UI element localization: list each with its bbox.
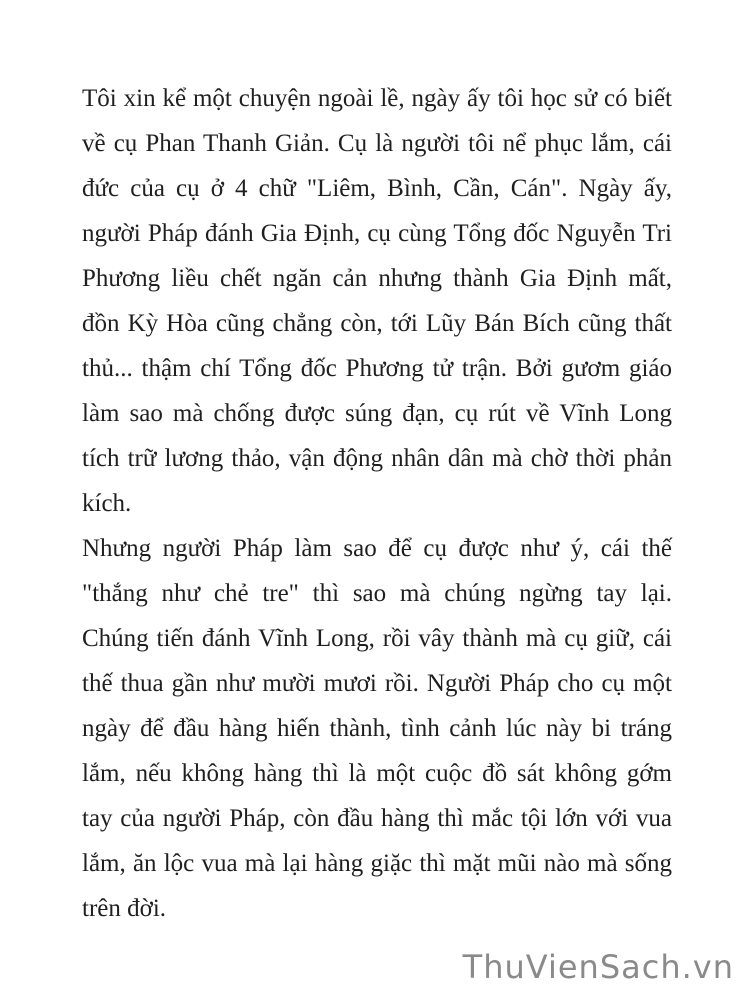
text-line: thủ... thậm chí Tổng đốc Phương tử trận. Bởi gươm giáo [82, 355, 672, 382]
text-line: đức của cụ ở 4 chữ "Liêm, Bình, Cần, Cán". Ngày ấy, [82, 175, 672, 202]
text-line: trên đời. [82, 895, 167, 922]
body-text [82, 76, 672, 931]
watermark-text: ThuVienSach.vn [462, 948, 734, 986]
text-line: ngày để đầu hàng hiến thành, tình cảnh lúc này bi tráng [82, 715, 672, 742]
text-line: lắm, ăn lộc vua mà lại hàng giặc thì mặt mũi nào mà sống [82, 850, 672, 877]
text-line: lắm, nếu không hàng thì là một cuộc đồ sát không gớm [82, 760, 672, 787]
text-line: kích. [82, 490, 132, 517]
text-line: tay của người Pháp, còn đầu hàng thì mắc tội lớn với vua [82, 805, 672, 832]
text-line: Phương liều chết ngăn cản nhưng thành Gia Định mất, [82, 265, 672, 292]
text-line: làm sao mà chống được súng đạn, cụ rút về Vĩnh Long [82, 400, 672, 427]
text-line: Chúng tiến đánh Vĩnh Long, rồi vây thành mà cụ giữ, cái [82, 625, 672, 652]
watermark [463, 948, 734, 986]
text-line: tích trữ lương thảo, vận động nhân dân mà chờ thời phản [82, 445, 672, 472]
text-line: thế thua gần như mười mươi rồi. Người Pháp cho cụ một [82, 670, 672, 697]
text-line: về cụ Phan Thanh Giản. Cụ là người tôi nể phục lắm, cái [82, 130, 672, 157]
text-line: người Pháp đánh Gia Định, cụ cùng Tổng đốc Nguyễn Tri [82, 220, 672, 247]
text-line: "thắng như chẻ tre" thì sao mà chúng ngừng tay lại. [82, 580, 672, 607]
text-line: Nhưng người Pháp làm sao để cụ được như ý, cái thế [82, 535, 672, 562]
text-line: Tôi xin kể một chuyện ngoài lề, ngày ấy tôi học sử có biết [82, 85, 672, 112]
text-line: đồn Kỳ Hòa cũng chẳng còn, tới Lũy Bán Bích cũng thất [82, 310, 672, 337]
